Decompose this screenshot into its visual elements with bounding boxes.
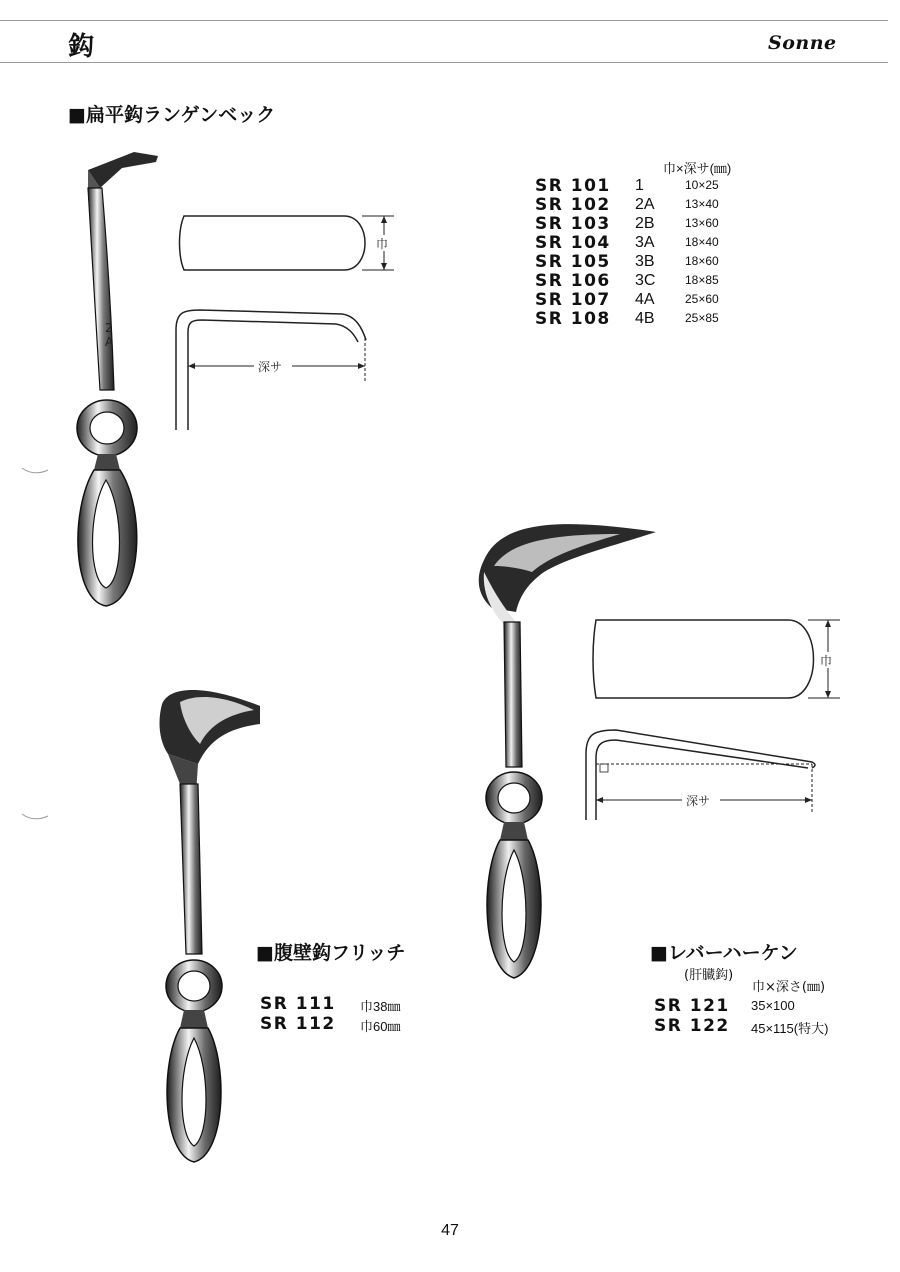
binding-mark bbox=[20, 466, 50, 476]
dimensions: 35×100 bbox=[751, 998, 795, 1013]
size-code: 2B bbox=[635, 215, 655, 232]
langenbeck-depth-diagram bbox=[166, 300, 386, 440]
dimensions: 巾60㎜ bbox=[360, 1019, 401, 1034]
product-code: SR 112 bbox=[260, 1014, 336, 1034]
table-row bbox=[535, 176, 719, 196]
dimensions: 13×60 bbox=[685, 216, 719, 230]
langenbeck-depth-label: 深サ bbox=[258, 360, 283, 374]
binding-mark bbox=[20, 812, 50, 822]
product-code: SR 121 bbox=[654, 996, 730, 1016]
table-row bbox=[535, 252, 719, 272]
deaver-width-diagram bbox=[590, 614, 860, 704]
dimensions: 18×60 bbox=[685, 254, 719, 268]
size-code: 3C bbox=[635, 272, 656, 289]
deaver-depth-label: 深サ bbox=[686, 794, 711, 808]
product-code: SR 106 bbox=[535, 271, 611, 291]
deaver-depth-diagram bbox=[580, 724, 830, 824]
table-row bbox=[535, 290, 719, 310]
table-row bbox=[654, 1016, 829, 1036]
langenbeck-title: ■扁平鈎ランゲンベック bbox=[68, 104, 276, 126]
table-row bbox=[654, 996, 795, 1016]
dimensions: 45×115(特大) bbox=[751, 1021, 829, 1036]
table-row bbox=[260, 994, 401, 1014]
product-code: SR 102 bbox=[535, 195, 611, 215]
langenbeck-width-label: 巾 bbox=[376, 237, 389, 251]
size-code: 3B bbox=[635, 253, 655, 270]
deaver-width-label: 巾 bbox=[820, 654, 833, 668]
dimensions: 25×85 bbox=[685, 311, 719, 325]
table-row bbox=[535, 309, 719, 329]
page-title: 鈎 bbox=[68, 32, 96, 62]
fritsch-retractor-image bbox=[150, 684, 280, 1174]
table-row bbox=[535, 233, 719, 253]
table-row bbox=[535, 214, 719, 234]
dimensions: 18×85 bbox=[685, 273, 719, 287]
dimensions: 13×40 bbox=[685, 197, 719, 211]
size-code: 1 bbox=[635, 177, 644, 194]
product-code: SR 111 bbox=[260, 994, 336, 1014]
brand-logo: Sonne bbox=[768, 32, 837, 54]
deaver-subtitle: (肝臓鈎) bbox=[684, 968, 734, 983]
product-code: SR 122 bbox=[654, 1016, 730, 1036]
product-code: SR 108 bbox=[535, 309, 611, 329]
handle-mark-letter: A bbox=[105, 335, 114, 349]
dimensions: 巾38㎜ bbox=[360, 999, 401, 1014]
size-code: 3A bbox=[635, 234, 655, 251]
handle-mark-number: 2 bbox=[105, 321, 113, 335]
langenbeck-col-header: 巾×深サ(㎜) bbox=[663, 161, 732, 176]
product-code: SR 105 bbox=[535, 252, 611, 272]
langenbeck-width-diagram bbox=[176, 208, 406, 288]
table-row bbox=[260, 1014, 401, 1034]
deaver-title: ■レバーハーケン bbox=[650, 942, 798, 964]
size-code: 4B bbox=[635, 310, 655, 327]
dimensions: 25×60 bbox=[685, 292, 719, 306]
table-row bbox=[535, 271, 719, 291]
size-code: 4A bbox=[635, 291, 655, 308]
page-number: 47 bbox=[441, 1222, 459, 1239]
dimensions: 10×25 bbox=[685, 178, 719, 192]
deaver-col-header: 巾×深さ(㎜) bbox=[752, 980, 826, 995]
product-code: SR 104 bbox=[535, 233, 611, 253]
product-code: SR 101 bbox=[535, 176, 611, 196]
product-code: SR 103 bbox=[535, 214, 611, 234]
size-code: 2A bbox=[635, 196, 655, 213]
dimensions: 18×40 bbox=[685, 235, 719, 249]
header-top-rule bbox=[0, 20, 888, 21]
product-code: SR 107 bbox=[535, 290, 611, 310]
fritsch-title: ■腹壁鈎フリッチ bbox=[256, 942, 406, 964]
table-row bbox=[535, 195, 719, 215]
header-bottom-rule bbox=[0, 62, 888, 63]
